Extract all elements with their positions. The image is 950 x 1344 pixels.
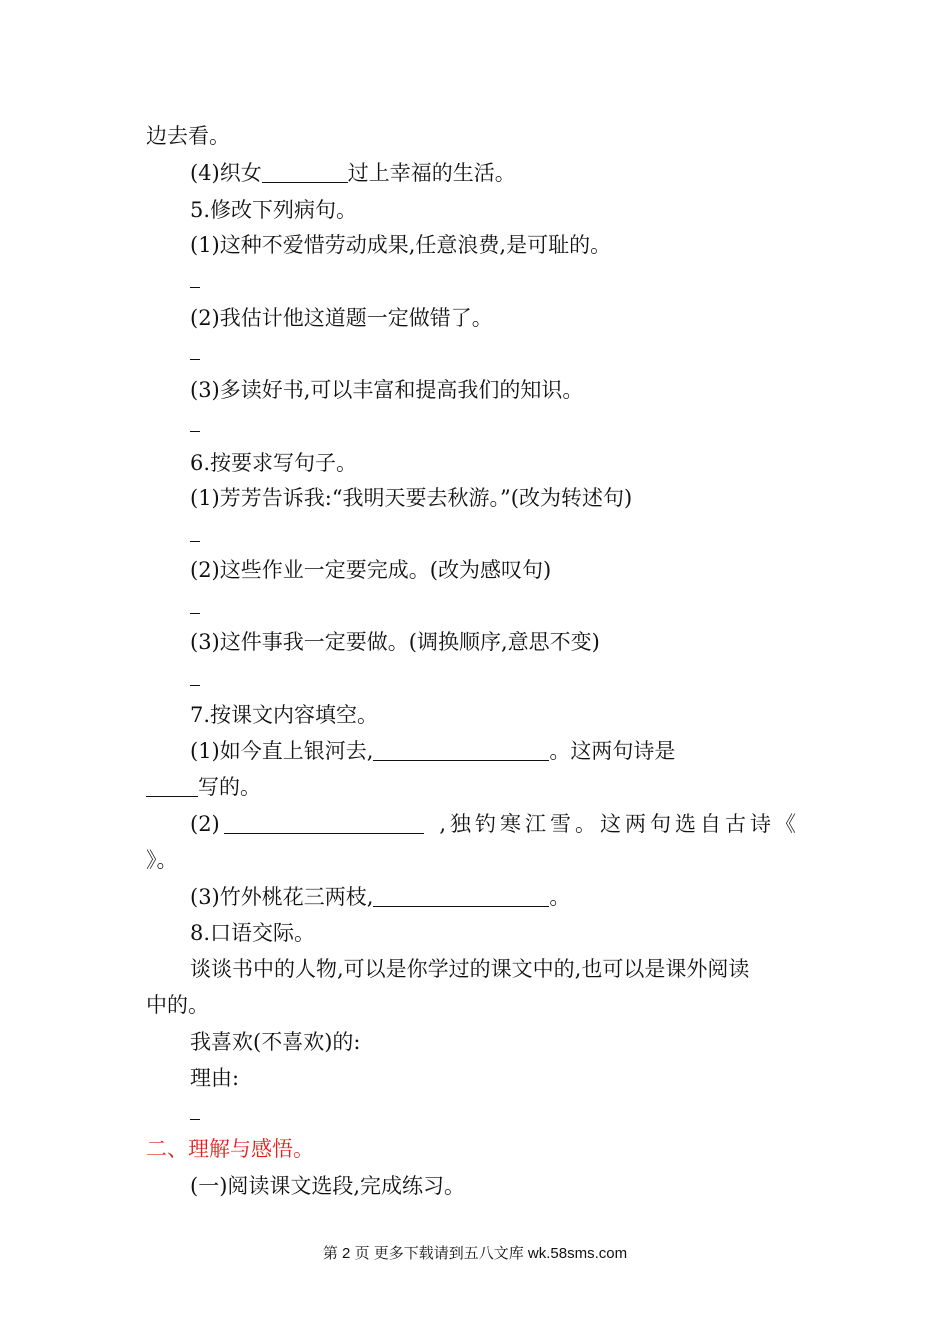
answer-line-wrap [190,1098,200,1128]
question-4-suffix: 过上幸福的生活。 [347,161,516,185]
section-8-like: 我喜欢(不喜欢)的: [190,1030,361,1054]
answer-blank[interactable] [224,811,424,834]
item-1-suffix: 。这两句诗是 [549,739,676,763]
section-5-item-2: (2)我估计他这道题一定做错了。 [190,306,493,330]
section-7-item-3 [190,882,570,912]
item-3-suffix: 。 [549,885,571,909]
item-2-suffix: ,独钓寒江雪。这两句选自古诗《 [439,812,800,836]
answer-line-wrap [190,664,200,694]
section-8-paragraph-cont: 中的。 [146,993,209,1017]
item-1-end: 写的。 [198,775,261,799]
answer-line[interactable] [190,267,200,288]
section-7-item-2 [190,809,800,839]
answer-blank[interactable] [146,774,198,797]
section-6-item-3: (3)这件事我一定要做。(调换顺序,意思不变) [190,630,600,654]
section-7-item-2-cont: 》。 [146,848,178,872]
answer-blank[interactable] [262,160,348,183]
answer-line[interactable] [190,1099,200,1120]
section-8-reason: 理由: [190,1066,240,1090]
section-7-item-1 [190,736,675,766]
section-2-subheading: (一)阅读课文选段,完成练习。 [190,1174,466,1198]
answer-blank[interactable] [373,884,549,907]
section-6-heading: 6.按要求写句子。 [190,451,358,475]
question-4-line [190,158,516,188]
answer-line[interactable] [190,521,200,542]
section-5-item-3: (3)多读好书,可以丰富和提高我们的知识。 [190,378,584,402]
section-2-heading: 二、理解与感悟。 [146,1137,314,1161]
section-5-heading: 5.修改下列病句。 [190,198,358,222]
question-4-prefix: (4)织女 [190,161,262,185]
item-3-prefix: (3)竹外桃花三两枝, [190,885,374,909]
answer-line-wrap [190,410,200,440]
answer-line[interactable] [190,593,200,614]
section-6-item-2: (2)这些作业一定要完成。(改为感叹句) [190,558,552,582]
item-2-prefix [190,809,424,839]
page-footer: 第 2 页 更多下载请到五八文库 wk.58sms.com [322,1245,628,1262]
section-5-item-1: (1)这种不爱惜劳动成果,任意浪费,是可耻的。 [190,233,612,257]
section-8-paragraph: 谈谈书中的人物,可以是你学过的课文中的,也可以是课外阅读 [190,957,750,981]
answer-line[interactable] [190,339,200,360]
answer-line-wrap [190,592,200,622]
answer-line-wrap [190,266,200,296]
answer-line[interactable] [190,411,200,432]
section-7-item-1-cont [146,772,261,802]
answer-line[interactable] [190,665,200,686]
section-7-heading: 7.按课文内容填空。 [190,703,379,727]
continuation-line: 边去看。 [146,124,230,148]
item-2-number: (2) [190,812,220,836]
answer-line-wrap [190,520,200,550]
item-1-prefix: (1)如今直上银河去, [190,739,374,763]
answer-blank[interactable] [373,738,549,761]
section-8-heading: 8.口语交际。 [190,921,316,945]
section-6-item-1: (1)芳芳告诉我:“我明天要去秋游。”(改为转述句) [190,486,633,510]
answer-line-wrap [190,338,200,368]
